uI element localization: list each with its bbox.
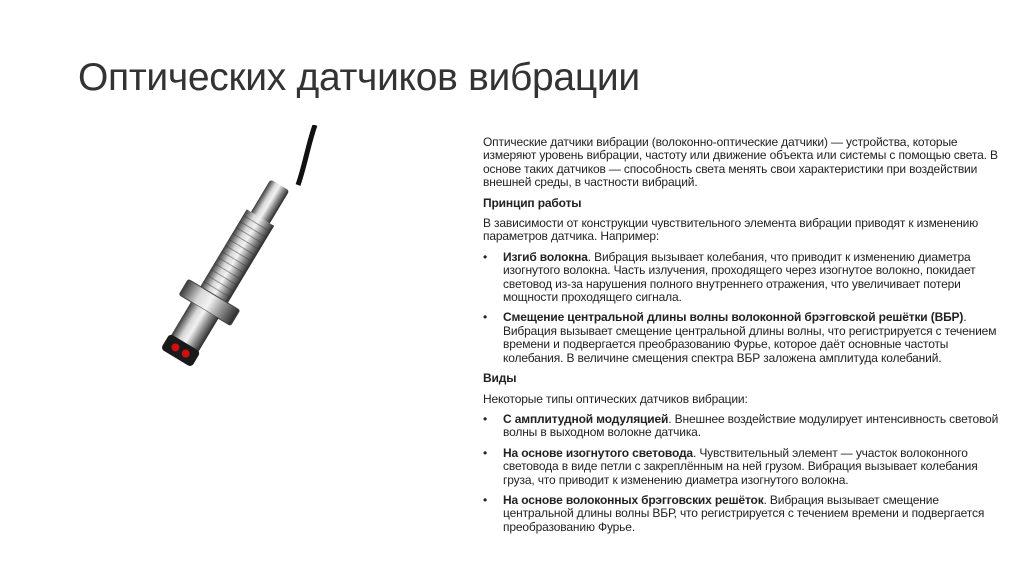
content-text: [483, 136, 1005, 541]
item-term: Изгиб волокна: [503, 249, 588, 264]
sensor-image: [120, 125, 360, 385]
bullet-icon: •: [483, 249, 488, 264]
item-term: На основе изогнутого световода: [503, 445, 693, 460]
intro-paragraph: Оптические датчики вибрации (волоконно-оптические датчики) — устройства, которые измеряют уровень вибрации, частоту или движение объекта или системы с помощью света. В основе таких датчиков — способность света менять свои характеристики при воздействии внешней среды, в частности вибраций.: [483, 135, 998, 190]
list-item: [483, 251, 1005, 305]
cable: [298, 125, 315, 185]
item-term: С амплитудной модуляцией: [503, 411, 669, 426]
item-term: Смещение центральной длины волны волоконной брэгговской решётки (ВБР): [503, 310, 964, 325]
item-text: . Вибрация вызывает смещение центральной длины волны, что регистрируется с течением времени и подвергается преобразованию Фурье, которое даёт основные частоты колебания. В величине смещения спектра ВБР заложена амплитуда колебаний.: [503, 310, 997, 365]
list-item: [483, 447, 1005, 487]
types-heading: Виды: [483, 371, 517, 386]
principle-heading: Принцип работы: [483, 195, 582, 210]
item-text: . Чувствительный элемент — участок волоконного световода в виде петли с закреплённым на ней грузом. Вибрация вызывает колебания груза, что приводит к изменению диаметра изогнутого волокна.: [503, 445, 978, 487]
item-text: . Внешнее воздействие модулирует интенсивность световой волны в выходном волокне датчика.: [503, 411, 999, 440]
list-item: [483, 413, 1005, 440]
item-term: На основе волоконных брэгговских решёток: [503, 492, 764, 507]
types-lead: Некоторые типы оптических датчиков вибрации:: [483, 391, 748, 406]
principle-lead: В зависимости от конструкции чувствительного элемента вибрации приводят к изменению параметров датчика. Например:: [483, 216, 979, 244]
bullet-icon: •: [483, 445, 488, 460]
bullet-icon: •: [483, 310, 488, 325]
item-text: . Вибрация вызывает смещение центральной длины волны ВБР, что регистрируется с течением времени и подвергается преобразованию Фурье.: [503, 492, 985, 534]
bullet-icon: •: [483, 492, 488, 507]
item-text: . Вибрация вызывает колебания, что приводит к изменению диаметра изогнутого волокна. Часть излучения, проходящего через изогнутое волокно, покидает световод из-за нарушения полного внутреннего отражения, что увеличивает потери мощности проходящего сигнала.: [503, 249, 976, 305]
bullet-icon: •: [483, 411, 488, 426]
types-list: [483, 413, 1005, 534]
principle-list: [483, 251, 1005, 365]
slide-title: Оптических датчиков вибрации: [78, 56, 640, 99]
list-item: [483, 494, 1005, 534]
list-item: [483, 311, 1005, 365]
